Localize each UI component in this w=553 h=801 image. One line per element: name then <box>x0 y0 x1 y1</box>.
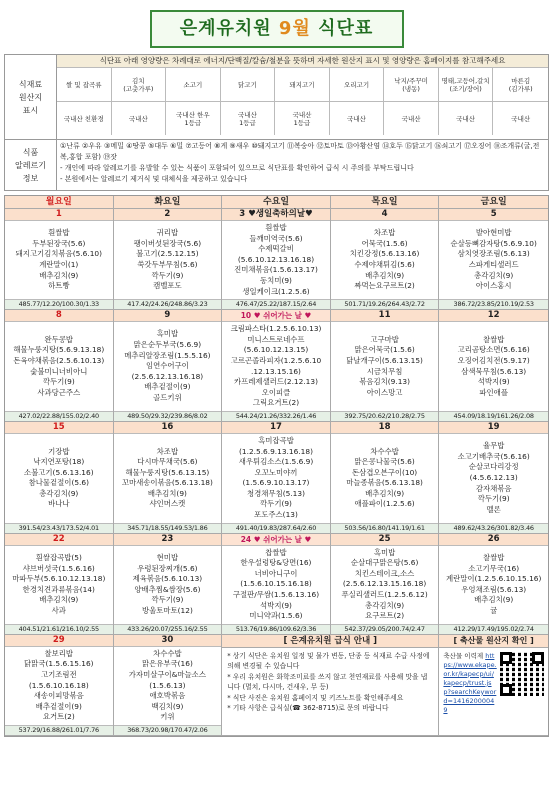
menu-item: 꼬마새송이볶음(5.6.13.18) <box>121 478 213 488</box>
origin-cell: 국내산 <box>384 102 439 135</box>
menu-item: 닭날개구이(5.6.13.15) <box>346 355 423 365</box>
nutrition-values: 391.54/23.43/173.52/4.01 <box>5 523 113 533</box>
menu-item: 요구르트(2) <box>365 611 405 621</box>
promo-body <box>439 648 548 719</box>
day-date: 18 <box>331 422 439 434</box>
menu-item: 카프레제샐러드(2.12.13) <box>234 377 318 387</box>
menu-item: 차조밥 <box>373 228 396 238</box>
day-cell <box>5 209 114 310</box>
day-menu <box>439 434 548 523</box>
menu-item: 계란말이(1) <box>39 260 79 270</box>
menu-item: 사과당근주스 <box>37 387 81 397</box>
day-cell <box>114 422 223 534</box>
origin-cell: 국내산 친환경 <box>57 102 112 135</box>
menu-item: 차수수밥 <box>153 648 182 658</box>
day-cell <box>331 209 440 310</box>
menu-item: 고르곤졸라피자(1.2.5.6.10 <box>230 355 322 365</box>
day-date: 9 <box>114 310 222 322</box>
nutrition-values: 368.73/20.98/170.47/2.06 <box>114 725 222 735</box>
menu-item: 순살대구맑은탕(5.6) <box>350 558 419 568</box>
allergy-section <box>57 140 548 190</box>
menu-item: 볶음김치(9.13) <box>359 377 410 387</box>
day-cell <box>439 209 548 310</box>
day-date: 26 <box>439 534 548 546</box>
allergy-substitute: - 본원에서는 알레르기 제거식 및 대체식을 제공하고 있습니다 <box>60 175 248 183</box>
nutrition-values: 491.40/19.83/287.64/2.60 <box>222 523 330 533</box>
menu-item: 배추김치(9) <box>474 595 514 605</box>
allergy-warning: - 개인에 따라 알레르기를 유발할 수 있는 식품이 포함되어 있으므로 식단표를 확인하여 급식 시 주의를 부탁드립니다 <box>60 164 414 172</box>
day-cell <box>222 534 331 635</box>
origin-cell: 국내산 한우 1등급 <box>166 102 221 135</box>
menu-item: 고기조림전 <box>40 670 77 679</box>
day-date: 1 <box>5 209 113 221</box>
menu-item: 가자미살구이&마늘소스 <box>128 670 206 679</box>
day-date: 4 <box>331 209 439 221</box>
origin-cell: 국내산 1등급 <box>221 102 276 135</box>
menu-item: 키위 <box>160 712 175 722</box>
menu-item: 애플파이(1.2.5.6) <box>354 499 415 509</box>
menu-item: 샤인머스캣 <box>149 499 186 509</box>
day-cell <box>114 635 223 736</box>
allergy-label: 식품 알레르기 정보 <box>5 140 57 190</box>
nutrition-values: 386.72/23.85/210.19/2.53 <box>439 299 548 309</box>
menu-item: 너비아니구이 <box>254 568 298 578</box>
menu-item: 깍두기(9) <box>151 270 184 280</box>
menu-item: 기장밥 <box>48 446 70 456</box>
menu-item: 깍두기(9) <box>42 377 75 387</box>
day-date: 8 <box>5 310 113 322</box>
menu-item: 새송이피망볶음 <box>33 691 84 701</box>
menu-item: 찰쌀밥 <box>482 552 505 562</box>
notice-line: * 상기 식단은 유치원 일정 및 물가 변동, 단종 등 식재료 수급 사정에 의해 변경될 수 있습니다 <box>227 651 430 671</box>
day-menu <box>5 434 113 523</box>
menu-item: 캠벨포도 <box>153 281 182 291</box>
day-cell <box>114 310 223 422</box>
day-menu <box>439 221 548 299</box>
menu-item: 석박지(9) <box>260 600 292 610</box>
menu-item: .12.13.15.16) <box>251 366 301 376</box>
nutrition-note: 식단표 아래 영양량은 차례대로 에너지/단백질/칼슘/철분을 뜻하며 자세한 원산지 표시 및 영양량은 홈페이지를 참고해주세요 <box>57 55 548 68</box>
menu-item: (5.6.10.12.13.15) <box>243 345 309 355</box>
day-date: 22 <box>5 534 113 546</box>
menu-item: 흑미밥 <box>373 547 396 557</box>
day-date: 29 <box>5 635 113 647</box>
origin-cell: 소고기 <box>166 68 221 102</box>
day-date: 25 <box>331 534 439 546</box>
day-date: 19 <box>439 422 548 434</box>
menu-item: 오꼬노미야끼 <box>254 467 298 477</box>
promo-text-block <box>443 652 497 715</box>
menu-item: 해물누룽지탕(5.6.13.15) <box>125 467 210 477</box>
notice-line: * 기타 사항은 급식실(☎ 362-8715)로 문의 바랍니다 <box>227 704 389 713</box>
day-menu <box>114 647 222 725</box>
day-cell <box>5 635 114 736</box>
origin-cell: 명태,고등어,갈치 (조기/장어) <box>439 68 494 102</box>
menu-item: 배추김치(9) <box>39 595 79 605</box>
qr-code-icon[interactable] <box>500 652 544 696</box>
day-menu <box>331 434 439 523</box>
menu-item: 돈삼겹오븐구이(10) <box>352 467 418 477</box>
day-cell <box>331 534 440 635</box>
day-menu <box>114 322 222 411</box>
menu-item: 한우설렁탕&당면(16) <box>240 558 312 568</box>
menu-item: 동치미(9) <box>260 275 292 285</box>
menu-item: 총각김치(9) <box>365 600 405 610</box>
origin-cell: 닭고기 <box>221 68 276 102</box>
day-menu <box>5 221 113 299</box>
weekday-label: 화요일 <box>114 196 222 209</box>
menu-item: 포도주스(13) <box>254 510 298 520</box>
nutrition-values: 503.56/16.80/141.19/1.61 <box>331 523 439 533</box>
day-cell <box>439 422 548 534</box>
menu-item: 치킨스테이크,소스 <box>354 568 415 578</box>
menu-item: 고구마밥 <box>370 334 399 344</box>
nutrition-values: 489.50/29.32/239.86/8.02 <box>114 411 222 421</box>
day-date: 24 ♥ 쉬어가는 날 ♥ <box>222 534 330 546</box>
origin-grid <box>57 68 548 135</box>
nutrition-values: 476.47/25.22/187.15/2.64 <box>222 299 330 309</box>
menu-item: 맑은콩나물국(5.6) <box>354 457 415 467</box>
month-label: 9월 <box>278 18 311 39</box>
menu-item: 해물누룽지탕(5.6.9.13.18) <box>13 345 105 355</box>
day-cell <box>439 534 548 635</box>
menu-item: 배추김치(9) <box>147 488 187 498</box>
menu-item: 흰쌀밥 <box>48 228 70 238</box>
menu-item: 임연수어구이 <box>145 361 189 371</box>
notice-box <box>222 635 439 736</box>
menu-item: 낙지연포탕(18) <box>33 457 85 467</box>
menu-item: 두부된장국(5.6) <box>32 238 86 248</box>
menu-item: 돼지고기김치볶음(5.6.10) <box>15 249 102 259</box>
origin-section <box>57 55 548 140</box>
day-menu <box>222 322 330 411</box>
menu-item: 깍두기(9) <box>477 494 510 504</box>
menu-item: 소고기무국(16) <box>468 563 520 573</box>
menu-item: 현미밥 <box>156 552 179 562</box>
menu-item: 쑥갓두부무침(5.6) <box>137 260 198 270</box>
menu-item: 총각김치(9) <box>39 488 79 498</box>
menu-item: 미니스트로네수프 <box>247 334 305 344</box>
origin-cell: 낙지/주꾸미 (냉동) <box>384 68 439 102</box>
menu-item: 귤 <box>490 605 498 615</box>
menu-item: 흑미밥 <box>156 329 179 339</box>
menu-item: 깍두기(9) <box>151 595 184 605</box>
menu-item: 그릭요거트(2) <box>252 398 300 408</box>
day-menu <box>331 546 439 624</box>
origin-cell: 국내산 <box>511 114 531 123</box>
menu-item: 치킨강정(5.6.13.16) <box>349 249 420 259</box>
day-cell <box>222 422 331 534</box>
menu-item: 수제야채튀김(5.6) <box>354 260 415 270</box>
day-cell <box>222 209 331 310</box>
day-menu <box>5 322 113 411</box>
promo-box <box>439 635 548 736</box>
allergy-list: ①난류 ②우유 ③메밀 ④땅콩 ⑤대두 ⑥밀 ⑦고등어 ⑧게 ⑨새우 ⑩돼지고기 ⑪복숭아 ⑫토마토 ⑬아황산염 ⑭호두 ⑮닭고기 ⑯쇠고기 ⑰오징어 ⑱조개류(굴,전복,홍합 포함) ⑲잣 <box>60 142 540 161</box>
nutrition-values: 485.77/12.20/100.30/1.33 <box>5 299 113 309</box>
menu-item: 배추겉절이(9) <box>35 701 82 711</box>
menu-item: 아이스홍시 <box>475 281 512 291</box>
menu-item: 차수수밥 <box>370 446 399 456</box>
menu-item: 찰쌀밥 <box>482 334 505 344</box>
menu-item: 멜론 <box>486 504 501 514</box>
day-cell <box>331 422 440 534</box>
menu-item: 샤브버섯국(1.5.6.16) <box>22 563 95 573</box>
notice-line: * 식단 사진은 유치원 홈페이지 및 키즈노트를 확인해주세요 <box>227 693 404 702</box>
menu-item: 완두콩밥 <box>44 334 74 344</box>
info-table <box>4 54 549 191</box>
day-menu <box>114 546 222 624</box>
origin-cell: 오리고기 <box>330 68 385 102</box>
nutrition-values: 433.26/20.07/255.16/2.55 <box>114 624 222 634</box>
origin-cell: 김치 (고춧가루) <box>112 68 167 102</box>
menu-item: 크림파스타(1.2.5.6.10.13) <box>230 324 322 334</box>
day-date: 10 ♥ 쉬어가는 날 ♥ <box>222 310 330 322</box>
menu-item: (1.5.6.13) <box>149 680 186 690</box>
menu-item: 삼치엿장조림(5.6.13) <box>457 249 530 259</box>
menu-item: (1.2.5.6.9.13.16.18) <box>239 446 313 456</box>
nutrition-values: 417.42/24.26/248.86/3.23 <box>114 299 222 309</box>
menu-item: 마늘종볶음(5.6.13.18) <box>346 478 423 488</box>
menu-item: 귀리밥 <box>156 228 179 238</box>
promo-link[interactable]: https://www.ekape.or.kr/kapecp/ui/kapecp/trust.jsp?searchKeyword=14162000049 <box>443 651 497 714</box>
origin-cell: 쌀 및 잡곡류 <box>57 68 112 102</box>
menu-item: 팽이버섯된장국(5.6) <box>133 238 202 248</box>
menu-item: 시금치무침 <box>366 366 403 376</box>
menu-item: 메추리알장조림(1.5.5.16) <box>124 350 211 360</box>
menu-item: 찰보리밥 <box>44 648 74 658</box>
menu-item: (1.5.6.10.16.18) <box>28 680 89 690</box>
notice-body <box>222 648 438 717</box>
title-suffix: 식단표 <box>318 18 374 39</box>
origin-cell: 국내산 <box>330 102 385 135</box>
menu-item: 방울토마토(12) <box>141 605 193 615</box>
day-date: 12 <box>439 310 548 322</box>
page-title <box>150 10 404 48</box>
menu-item: 총각김치(9) <box>474 270 514 280</box>
notice-line: * 우리 유치원은 화학조미료를 쓰지 않고 천연재료를 사용해 맛을 냅니다 (멸치, 다시마, 건새우, 무 등) <box>227 672 428 692</box>
menu-item: 흰쌀밥 <box>265 223 287 232</box>
menu-item: 고리곰탕소면(5.6.16) <box>457 345 530 355</box>
menu-item: (1.5.6.9.10.13.17) <box>242 478 310 488</box>
day-menu <box>222 546 330 624</box>
day-menu <box>114 221 222 299</box>
nutrition-values: 427.02/22.88/155.02/2.40 <box>5 411 113 421</box>
day-date: 23 <box>114 534 222 546</box>
nutrition-values: 412.29/17.49/195.02/2.74 <box>439 624 548 634</box>
day-menu <box>5 647 113 725</box>
menu-item: 청경채무침(5.13) <box>247 488 305 498</box>
menu-item: 다시마무채국(5.6) <box>137 457 198 467</box>
menu-item: 양배추찜&쌈장(5.6) <box>134 584 201 594</box>
nutrition-values: 454.09/18.19/161.26/2.08 <box>439 411 548 421</box>
day-menu <box>331 221 439 299</box>
menu-item: 오이피클 <box>261 387 291 397</box>
menu-item: 우엉채조림(5.6.13) <box>461 584 527 594</box>
menu-item: 우렁된장찌개(5.6) <box>137 563 198 573</box>
menu-item: 마파두부(5.6.10.12.13.18) <box>12 574 106 584</box>
weekday-header <box>114 196 223 209</box>
menu-item: 하트빵 <box>48 281 70 291</box>
weekday-header <box>439 196 548 209</box>
day-menu <box>439 322 548 411</box>
day-cell <box>5 422 114 534</box>
menu-item: 소고기배추국(5.6.16) <box>457 451 530 461</box>
day-cell <box>5 534 114 635</box>
menu-item: 들깨미역국(5.6) <box>249 233 303 243</box>
day-date: 17 <box>222 422 330 434</box>
day-menu <box>222 221 330 299</box>
day-menu <box>331 322 439 411</box>
weekday-header <box>331 196 440 209</box>
menu-item: 닭맑국(1.5.6.15.16) <box>24 659 94 669</box>
nutrition-values: 404.51/21.61/216.10/2.55 <box>5 624 113 634</box>
day-date: 30 <box>114 635 222 647</box>
promo-text: 축산물 이력제 <box>443 651 486 660</box>
menu-item: 어묵국(1.5.6) <box>361 238 408 248</box>
day-cell <box>439 310 548 422</box>
menu-item: 한경치견과류볶음(14) <box>22 584 95 594</box>
weekday-label: 목요일 <box>331 196 439 209</box>
menu-item: 스파게티샐러드 <box>468 260 519 270</box>
menu-item: 삼색묵무침(5.6.13) <box>461 366 527 376</box>
day-cell <box>114 534 223 635</box>
day-menu <box>222 434 330 523</box>
menu-item: 흑미잡곡밥 <box>258 435 294 445</box>
day-cell <box>5 310 114 422</box>
menu-item: 사과 <box>51 605 66 615</box>
menu-item: 배추겉절이(9) <box>144 382 191 392</box>
origin-cell: 국내산 <box>439 102 494 135</box>
menu-item: 생일케이크(1.2.5.6) <box>242 286 310 296</box>
menu-item: 배추김치(9) <box>39 270 79 280</box>
weekday-label: 수요일 <box>222 196 330 209</box>
menu-item: 미니약과(1.5.6) <box>249 611 303 621</box>
menu-item: 수제떡갈비 <box>258 244 294 254</box>
menu-item: 배추김치(9) <box>365 488 405 498</box>
menu-item: 맑은유부국(16) <box>141 659 193 669</box>
day-cell <box>114 209 223 310</box>
menu-item: 불고기(2.5.12.15) <box>136 249 199 259</box>
menu-item: 깍두기(9) <box>260 499 292 509</box>
menu-item: 맑은순두부국(5.6.9) <box>133 340 202 350</box>
menu-item: 구절판/무쌈(1.5.6.13.16) <box>232 590 320 600</box>
menu-item: 참나물겉절이(5.6) <box>28 478 89 488</box>
weekday-label: 금요일 <box>439 196 548 209</box>
menu-item: (4.5.6.12.13) <box>469 472 518 482</box>
menu-item: 소불고기(5.6.13.16) <box>24 467 94 477</box>
menu-page <box>4 10 549 737</box>
menu-item: 골드키위 <box>153 393 182 403</box>
day-date: 2 <box>114 209 222 221</box>
promo-header: [ 축산물 원산지 확인 ] <box>439 635 548 648</box>
nutrition-values: 537.29/16.88/261.01/7.76 <box>5 725 113 735</box>
menu-item: 맑은어묵국(1.5.6) <box>354 345 415 355</box>
nutrition-values: 489.62/43.26/301.82/3.46 <box>439 523 548 533</box>
day-date: 11 <box>331 310 439 322</box>
menu-item: 아이스망고 <box>366 387 403 397</box>
menu-calendar <box>4 195 549 737</box>
menu-item: 계란말이(1.2.5.6.10.15.16) <box>445 574 542 584</box>
menu-item: 차조밥 <box>156 446 179 456</box>
day-cell <box>222 310 331 422</box>
menu-item: 찹쌀밥 <box>265 547 287 557</box>
day-menu <box>5 546 113 624</box>
menu-item: 백김치(9) <box>151 701 184 711</box>
menu-item: 순살코다리강정 <box>468 462 519 472</box>
day-date: 3 ♥생일축하의날♥ <box>222 209 330 221</box>
menu-item: 진미채볶음(1.5.6.13.17) <box>234 265 318 275</box>
menu-item: 요거트(2) <box>42 712 75 722</box>
origin-cell: 국내산 <box>112 102 167 135</box>
weekday-label: 월요일 <box>5 196 113 209</box>
origin-cell: 국내산 1등급 <box>275 102 330 135</box>
menu-item: 순살등뼈감자탕(5.6.9.10) <box>450 238 537 248</box>
menu-item: 제육볶음(5.6.10.13) <box>132 574 203 584</box>
day-date: 15 <box>5 422 113 434</box>
origin-cell: 돼지고기 <box>275 68 330 102</box>
origin-label: 식재료 원산지 표시 <box>5 55 57 140</box>
menu-item: (2.5.6.12.13.15.16.18) <box>342 579 427 589</box>
menu-item: (1.5.6.10.15.16.18) <box>240 579 312 589</box>
menu-item: 새우튀김소스(1.5.6.9) <box>238 457 314 467</box>
origin-cell: 마른김 (김가루) <box>493 68 548 102</box>
nutrition-values: 501.71/19.26/264.43/2.72 <box>331 299 439 309</box>
nutrition-values: 392.75/20.62/210.28/2.75 <box>331 411 439 421</box>
day-cell <box>331 310 440 422</box>
menu-item: 율무밥 <box>482 441 505 451</box>
menu-item: 바나나 <box>48 499 70 509</box>
school-name: 은계유치원 <box>179 18 272 39</box>
menu-item: 애호박볶음 <box>149 691 186 701</box>
nutrition-values: 513.76/19.86/109.62/3.36 <box>222 624 330 634</box>
nutrition-values: 542.37/29.05/200.74/2.47 <box>331 624 439 634</box>
menu-item: 감자채볶음 <box>475 483 512 493</box>
menu-item: 발아현미밥 <box>475 228 512 238</box>
menu-item: 배추김치(9) <box>365 270 405 280</box>
day-menu <box>114 434 222 523</box>
nutrition-values: 345.71/18.55/149.53/1.86 <box>114 523 222 533</box>
menu-item: 파인애플 <box>479 387 508 397</box>
nutrition-values: 544.24/21.26/332.26/1.46 <box>222 411 330 421</box>
weekday-header <box>222 196 331 209</box>
menu-item: 짜먹는요구르트(2) <box>354 281 415 291</box>
day-date: 5 <box>439 209 548 221</box>
menu-item: (5.6.10.12.13.16.18) <box>237 254 315 264</box>
weekday-header <box>5 196 114 209</box>
menu-item: 돈육야채볶음(2.5.6.10.13) <box>13 355 105 365</box>
notice-header: [ 은계유치원 급식 안내 ] <box>222 635 438 648</box>
menu-item: (2.5.6.12.13.16.18) <box>131 371 204 381</box>
day-menu <box>439 546 548 624</box>
menu-item: 오징어김치전(5.9.17) <box>457 355 530 365</box>
menu-item: 흰쌀잡곡밥(5) <box>35 552 82 562</box>
menu-item: 숯불미니너비아니 <box>30 366 88 376</box>
menu-item: 푸실리샐러드(1.2.5.6.12) <box>341 590 428 600</box>
menu-item: 석박지(9) <box>477 377 510 387</box>
day-date: 16 <box>114 422 222 434</box>
